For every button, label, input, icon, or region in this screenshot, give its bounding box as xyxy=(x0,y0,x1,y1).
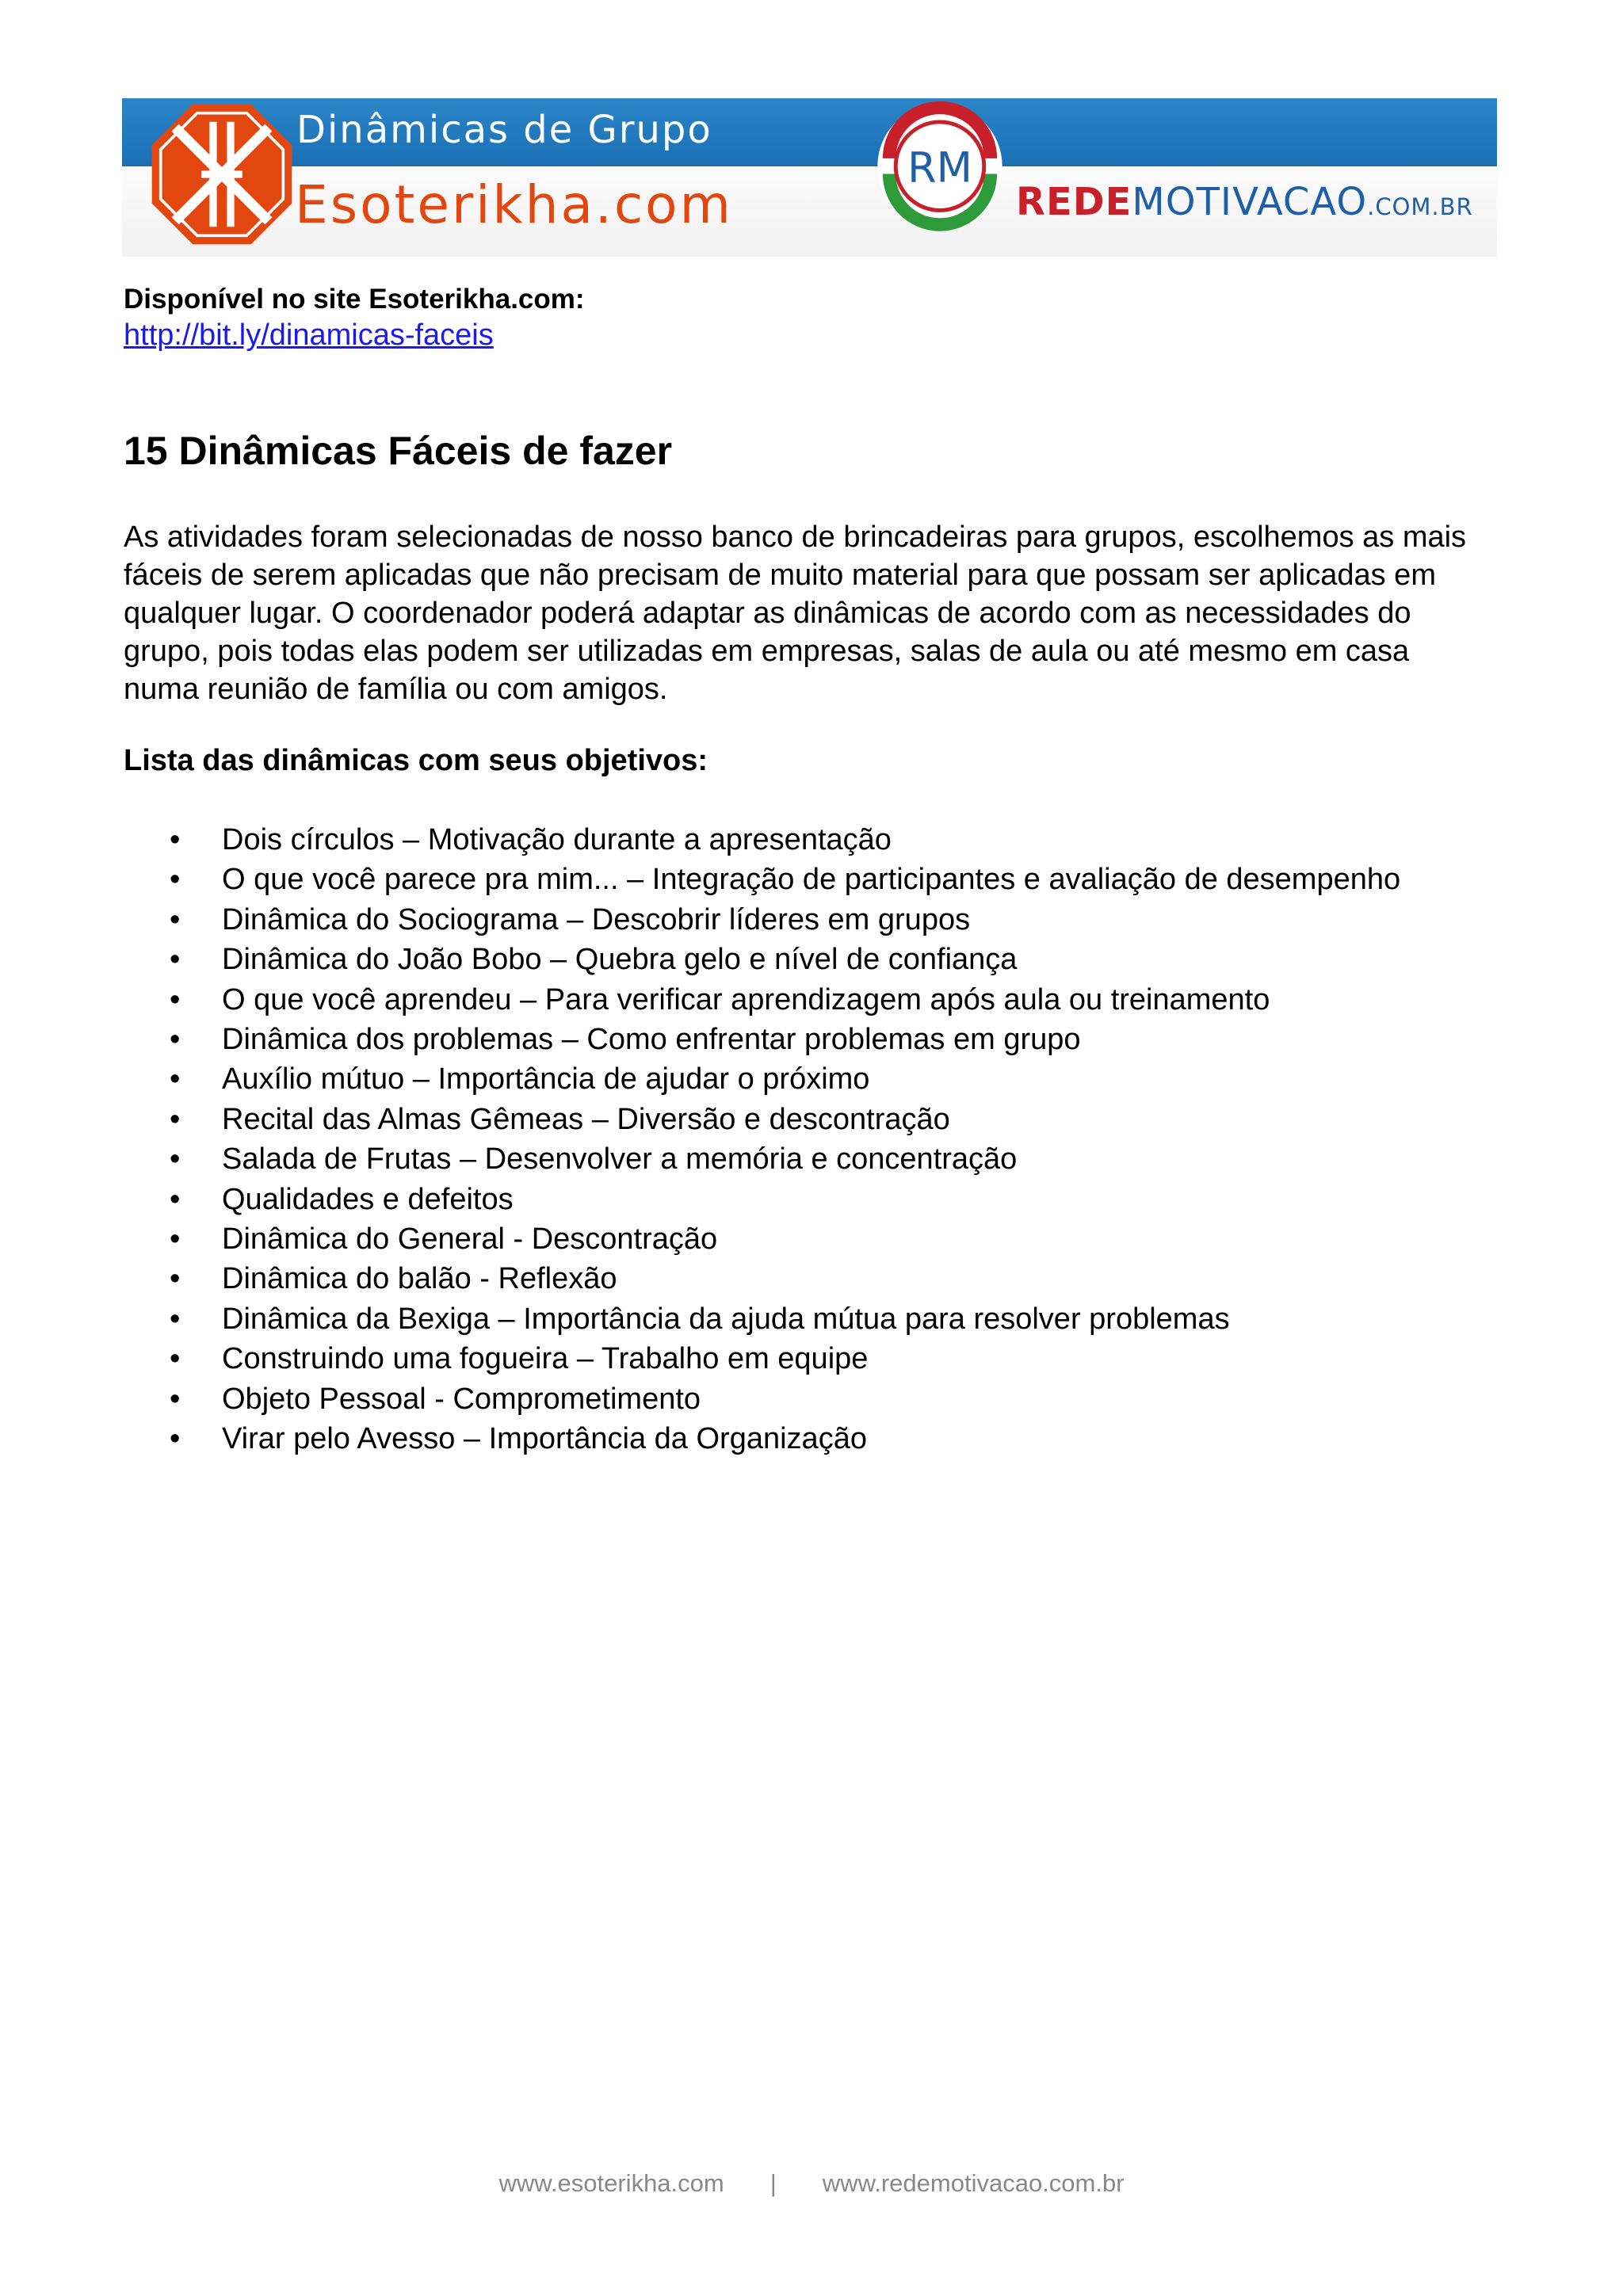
list-item xyxy=(124,980,1450,1020)
list-item xyxy=(124,1339,1450,1379)
list-item xyxy=(124,1100,1450,1139)
list-item xyxy=(124,1419,1450,1459)
list-item-text: Dinâmica da Bexiga – Importância da ajuda mútua para resolver problemas xyxy=(222,1302,1230,1336)
bullet-icon: • xyxy=(170,1302,181,1336)
source-label: Disponível no site Esoterikha.com: xyxy=(124,284,585,315)
bullet-icon: • xyxy=(170,1182,181,1216)
footer-link-esoterikha: www.esoterikha.com xyxy=(498,2169,724,2197)
list-item-text: Objeto Pessoal - Comprometimento xyxy=(222,1382,701,1416)
list-item xyxy=(124,1020,1450,1059)
list-item-text: O que você aprendeu – Para verificar aprendizagem após aula ou treinamento xyxy=(222,982,1270,1016)
bullet-icon: • xyxy=(170,1262,181,1296)
intro-paragraph: As atividades foram selecionadas de nosso banco de brincadeiras para grupos, escolhemos as mais fáceis de serem aplicadas que não precisam de muito material para que possam ser aplicadas em qualquer lugar. O coordenador poderá adaptar as dinâmicas de acordo com as necessidades do grupo, pois todas elas podem ser utilizadas em empresas, salas de aula ou até mesmo em casa numa reunião de família ou com amigos. xyxy=(124,521,1467,706)
list-item-text: Salada de Frutas – Desenvolver a memória e concentração xyxy=(222,1142,1018,1177)
page-footer xyxy=(0,2169,1623,2198)
list-item-text: Dinâmica do João Bobo – Quebra gelo e nível de confiança xyxy=(222,943,1018,977)
brand-title: Dinâmicas de Grupo xyxy=(296,108,712,152)
list-item-text: Dinâmica do Sociograma – Descobrir líderes em grupos xyxy=(222,902,971,936)
bullet-icon: • xyxy=(170,823,181,856)
esoterikha-logo-icon xyxy=(149,101,295,247)
list-item-text: Virar pelo Avesso – Importância da Organização xyxy=(222,1422,867,1456)
list-item-text: Dinâmica do General - Descontração xyxy=(222,1222,718,1257)
bullet-icon: • xyxy=(170,1222,181,1257)
rm-monogram: RM xyxy=(907,143,972,193)
bullet-icon: • xyxy=(170,1023,181,1057)
list-item xyxy=(124,940,1450,979)
footer-link-redemotivacao: www.redemotivacao.com.br xyxy=(822,2169,1125,2197)
bullet-icon: • xyxy=(170,1142,181,1177)
list-item xyxy=(124,1180,1450,1219)
list-item-text: Construindo uma fogueira – Trabalho em equipe xyxy=(222,1342,869,1376)
list-item-text: Qualidades e defeitos xyxy=(222,1182,514,1216)
list-item xyxy=(124,1059,1450,1099)
list-item xyxy=(124,1379,1450,1419)
source-link[interactable]: http://bit.ly/dinamicas-faceis xyxy=(124,318,494,352)
list-item-text: Dinâmica do balão - Reflexão xyxy=(222,1262,617,1296)
list-item xyxy=(124,1219,1450,1259)
list-item xyxy=(124,860,1450,899)
bullet-icon: • xyxy=(170,1062,181,1097)
dynamics-list xyxy=(124,820,1471,1459)
bullet-icon: • xyxy=(170,943,181,977)
partner-word-red: REDE xyxy=(1016,180,1132,224)
bullet-icon: • xyxy=(170,982,181,1016)
list-item xyxy=(124,1139,1450,1179)
bullet-icon: • xyxy=(170,1422,181,1456)
bullet-icon: • xyxy=(170,1382,181,1416)
list-item xyxy=(124,820,1450,860)
redemotivacao-logo-icon xyxy=(875,98,1005,239)
list-item-text: O que você parece pra mim... – Integração de participantes e avaliação de desempenho xyxy=(222,863,1401,897)
list-item xyxy=(124,1299,1450,1339)
partner-domain-suffix: .COM.BR xyxy=(1367,193,1473,220)
list-item-text: Dinâmica dos problemas – Como enfrentar problemas em grupo xyxy=(222,1023,1081,1057)
brand-site-name: Esoterikha.com xyxy=(295,174,733,235)
bullet-icon: • xyxy=(170,1102,181,1136)
list-item-text: Recital das Almas Gêmeas – Diversão e descontração xyxy=(222,1102,950,1136)
partner-wordmark xyxy=(1016,180,1473,224)
list-item-text: Dois círculos – Motivação durante a apresentação xyxy=(222,823,892,856)
bullet-icon: • xyxy=(170,863,181,897)
list-heading: Lista das dinâmicas com seus objetivos: xyxy=(124,744,708,777)
footer-separator: | xyxy=(769,2169,777,2197)
header-banner xyxy=(122,98,1497,257)
list-item xyxy=(124,1259,1450,1299)
bullet-icon: • xyxy=(170,902,181,936)
partner-word-blue: MOTIVACAO xyxy=(1132,180,1368,224)
bullet-icon: • xyxy=(170,1342,181,1376)
list-item-text: Auxílio mútuo – Importância de ajudar o próximo xyxy=(222,1062,870,1097)
document-title: 15 Dinâmicas Fáceis de fazer xyxy=(124,429,673,473)
list-item xyxy=(124,900,1450,940)
